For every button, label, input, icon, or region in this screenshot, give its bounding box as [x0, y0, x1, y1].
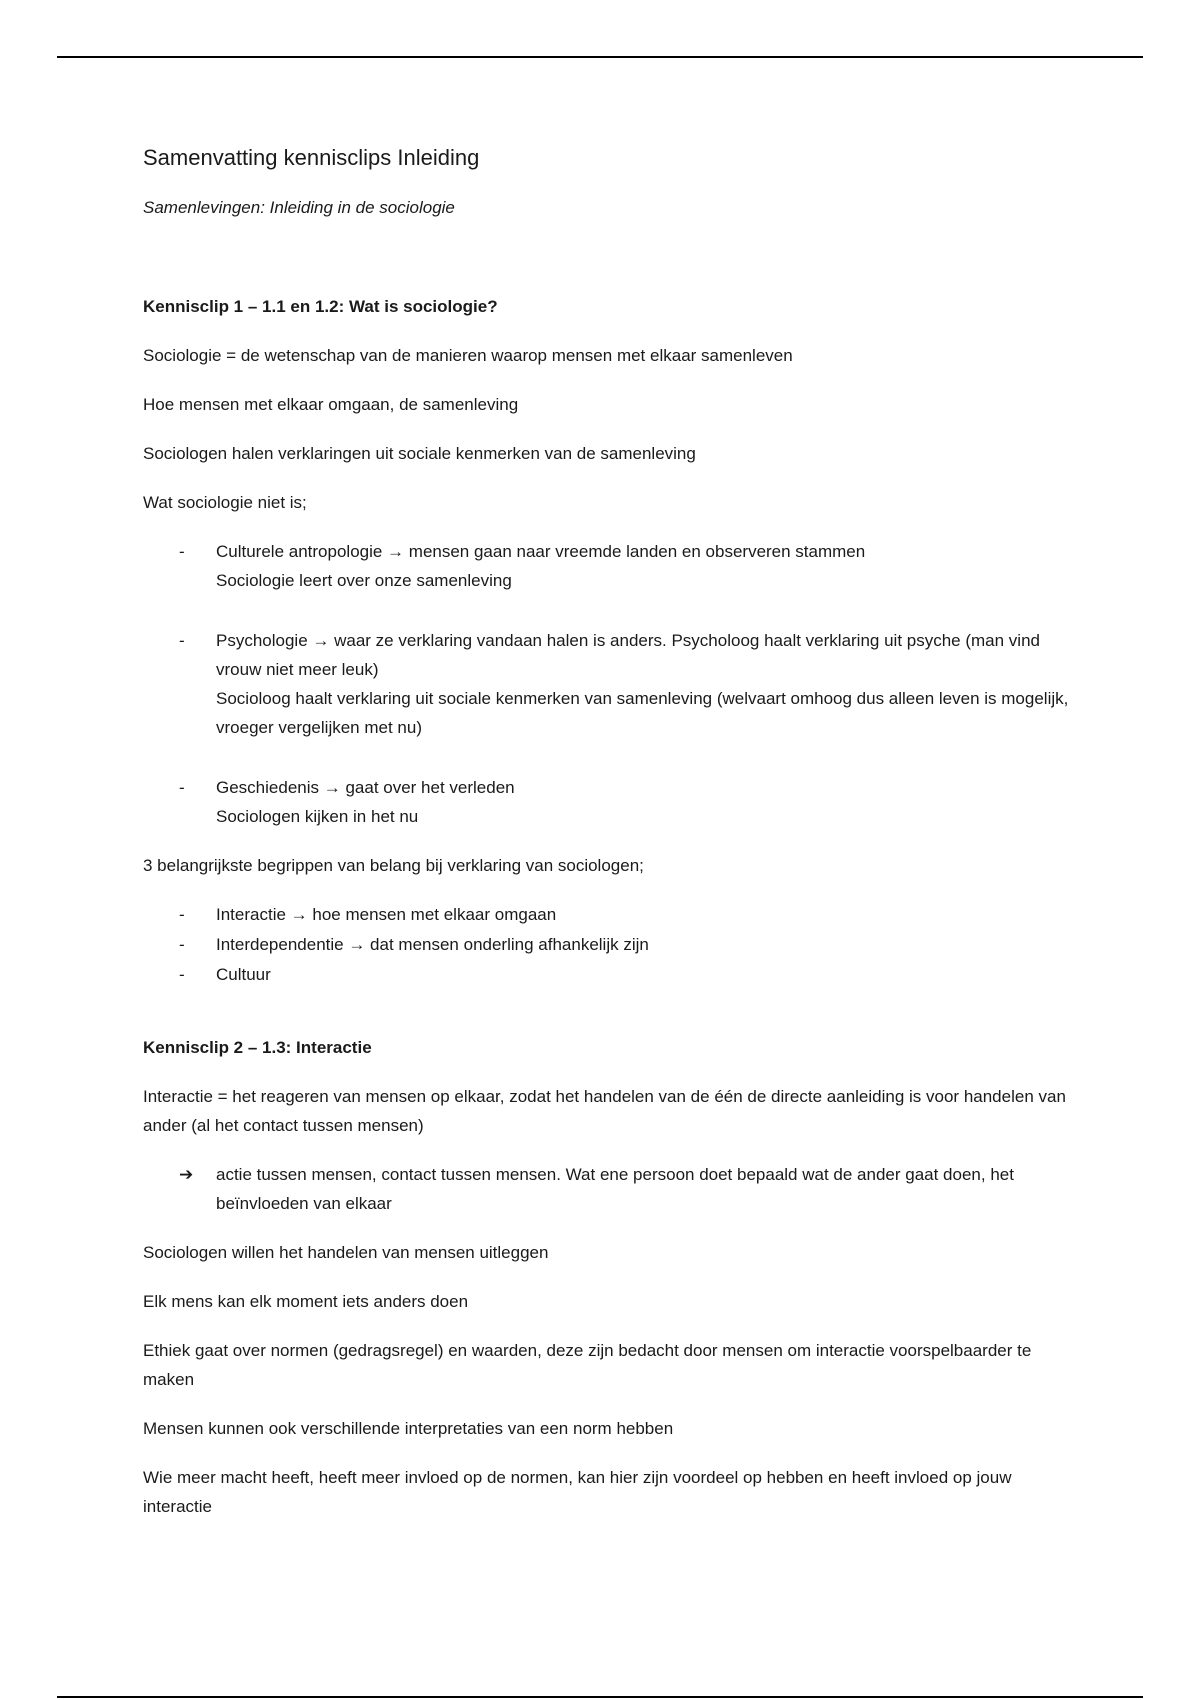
paragraph-ethiek: Ethiek gaat over normen (gedragsregel) en waarden, deze zijn bedacht door mensen om interactie voorspelbaarder te maken: [143, 1341, 1032, 1389]
paragraph-wat-niet: Wat sociologie niet is;: [143, 493, 307, 512]
list-item-culturele-antropologie: [143, 537, 1083, 595]
list-item-cultuur: [143, 960, 1083, 989]
bullet-dash: -: [179, 935, 185, 954]
paragraph-begrippen-intro: 3 belangrijkste begrippen van belang bij verklaring van sociologen;: [143, 856, 644, 875]
list-item-text: Interdependentie → dat mensen onderling afhankelijk zijn: [216, 935, 649, 954]
header-rule: [57, 56, 1143, 58]
bullet-dash: -: [179, 778, 185, 797]
list-item-interactie: [143, 900, 1083, 929]
bullet-dash: -: [179, 905, 185, 924]
arrow-right-icon: ➔: [179, 1165, 194, 1184]
paragraph-macht: Wie meer macht heeft, heeft meer invloed op de normen, kan hier zijn voordeel op hebben en heeft invloed op jouw interactie: [143, 1468, 1012, 1516]
paragraph-definition-sociologie: Sociologie = de wetenschap van de manieren waarop mensen met elkaar samenleven: [143, 346, 793, 365]
list-item-interdependentie: [143, 930, 1083, 959]
section-heading-kennisclip-1: Kennisclip 1 – 1.1 en 1.2: Wat is sociologie?: [143, 297, 498, 316]
list-item-actie: [143, 1160, 1083, 1218]
list-item-line: Sociologie leert over onze samenleving: [216, 571, 512, 590]
concepts-list: [143, 900, 1083, 989]
footer-rule: [57, 1696, 1143, 1698]
list-item-text: actie tussen mensen, contact tussen mensen. Wat ene persoon doet bepaald wat de ander gaat doen, het beïnvloeden van elkaar: [216, 1165, 1014, 1213]
document-subtitle: Samenlevingen: Inleiding in de sociologie: [143, 198, 455, 217]
document-title: Samenvatting kennisclips Inleiding: [143, 145, 480, 170]
list-item-line: Sociologen kijken in het nu: [216, 807, 419, 826]
list-item-psychologie: [143, 626, 1083, 742]
bullet-dash: -: [179, 965, 185, 984]
paragraph-handelen-uitleggen: Sociologen willen het handelen van mensen uitleggen: [143, 1243, 549, 1262]
paragraph-interpretaties: Mensen kunnen ook verschillende interpretaties van een norm hebben: [143, 1419, 674, 1438]
list-item-text: Cultuur: [216, 965, 271, 984]
list-item-text: Interactie → hoe mensen met elkaar omgaan: [216, 905, 557, 924]
list-item-geschiedenis: [143, 773, 1083, 831]
bullet-dash: -: [179, 542, 185, 561]
section-heading-kennisclip-2: Kennisclip 2 – 1.3: Interactie: [143, 1038, 372, 1057]
paragraph-elk-mens: Elk mens kan elk moment iets anders doen: [143, 1292, 469, 1311]
bullet-dash: -: [179, 631, 185, 650]
list-item-line: Culturele antropologie → mensen gaan naar vreemde landen en observeren stammen: [216, 542, 866, 561]
paragraph-definition-interactie: Interactie = het reageren van mensen op elkaar, zodat het handelen van de één de directe aanleiding is voor handelen van ander (al het contact tussen mensen): [143, 1087, 1066, 1135]
not-sociology-list: [143, 537, 1083, 831]
document-page: [143, 143, 1083, 1541]
list-item-line: Psychologie → waar ze verklaring vandaan halen is anders. Psycholoog haalt verklaring uit psyche (man vind vrouw niet meer leuk): [216, 631, 1040, 679]
arrow-list: [143, 1160, 1083, 1218]
paragraph-verklaringen: Sociologen halen verklaringen uit sociale kenmerken van de samenleving: [143, 444, 696, 463]
list-item-line: Socioloog haalt verklaring uit sociale kenmerken van samenleving (welvaart omhoog dus alleen leven is mogelijk, vroeger vergelijken met nu): [216, 689, 1069, 737]
paragraph-samenleving: Hoe mensen met elkaar omgaan, de samenleving: [143, 395, 519, 414]
list-item-line: Geschiedenis → gaat over het verleden: [216, 778, 515, 797]
